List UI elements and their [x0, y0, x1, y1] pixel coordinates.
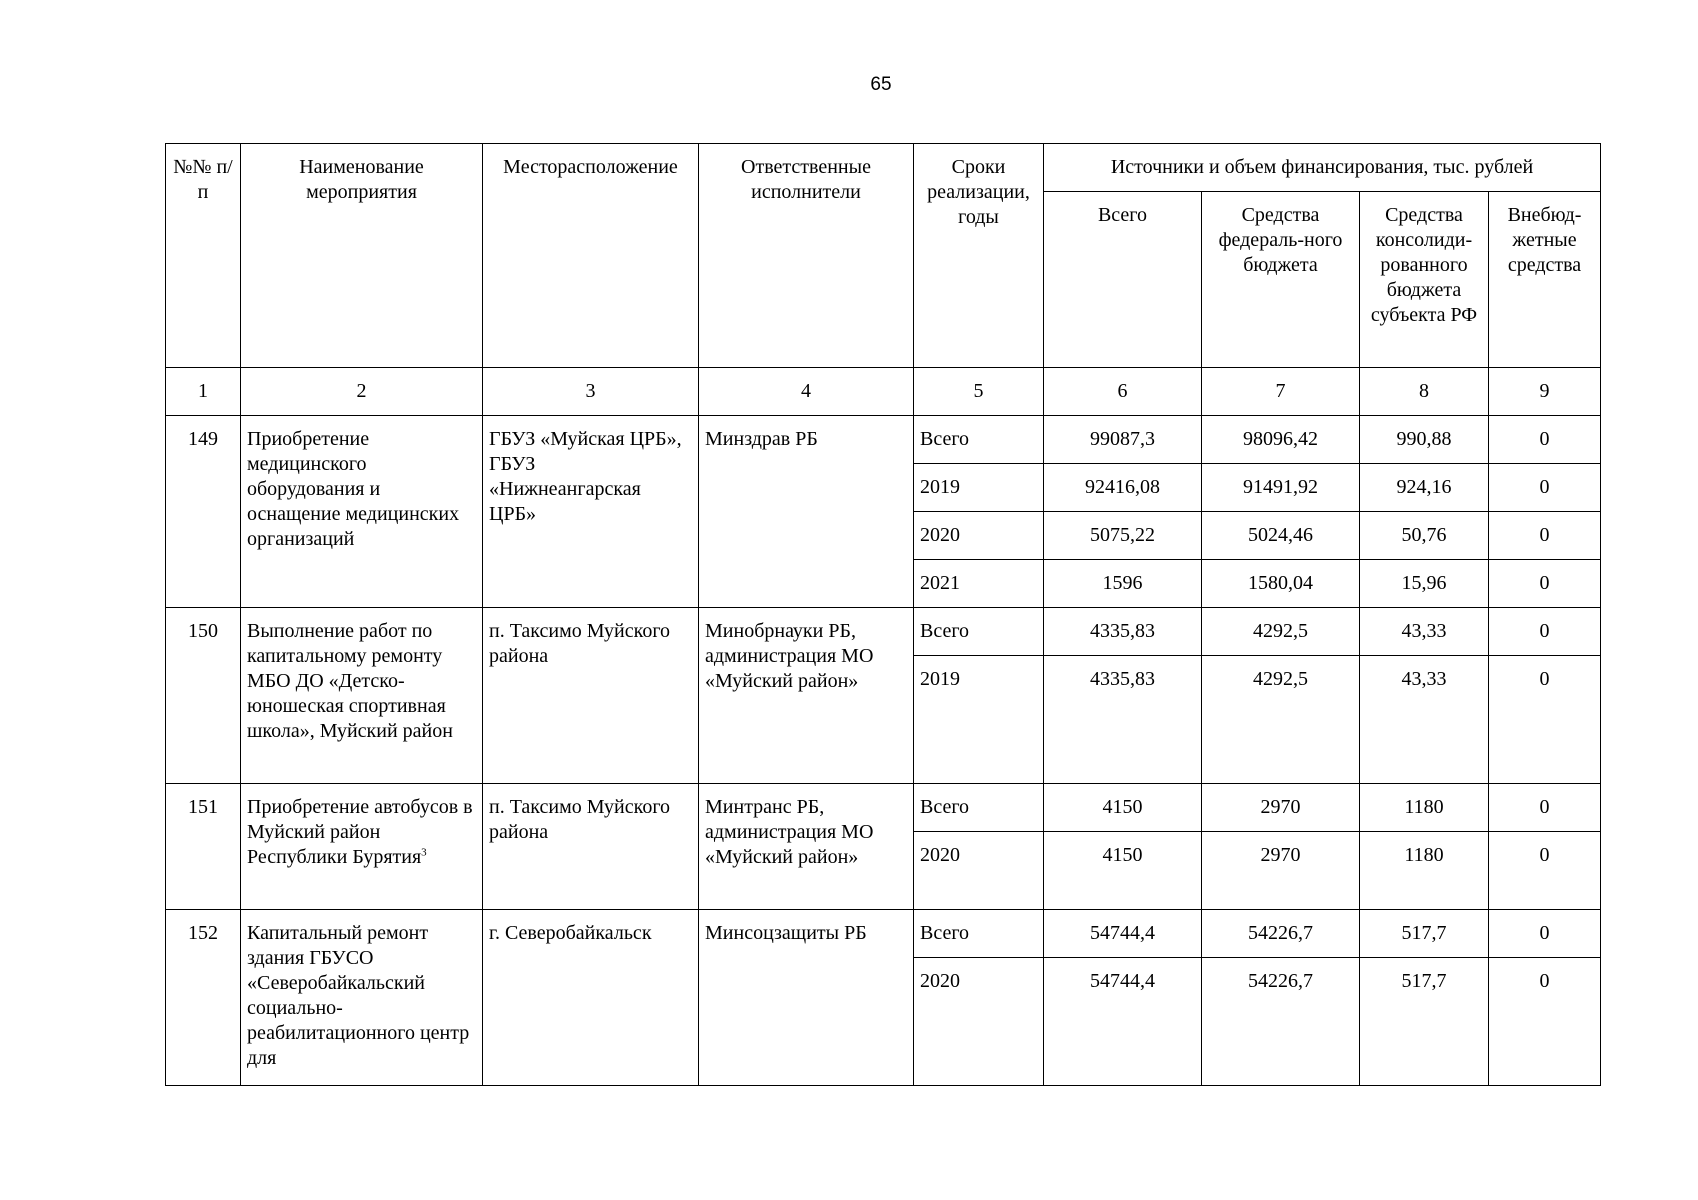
amount-federal: 4292,5	[1202, 608, 1360, 656]
amount-consolidated: 43,33	[1360, 608, 1489, 656]
amount-federal: 2970	[1202, 832, 1360, 910]
row-responsible: Минсоцзащиты РБ	[699, 910, 914, 1086]
period-year: 2019	[914, 656, 1044, 784]
amount-total: 4150	[1044, 784, 1202, 832]
amount-extrabudget: 0	[1489, 512, 1601, 560]
column-number: 6	[1044, 368, 1202, 416]
amount-federal: 54226,7	[1202, 958, 1360, 1086]
amount-consolidated: 43,33	[1360, 656, 1489, 784]
table-row	[166, 608, 1601, 656]
amount-consolidated: 990,88	[1360, 416, 1489, 464]
row-location: ГБУЗ «Муйская ЦРБ», ГБУЗ «Нижнеангарская ЦРБ»	[483, 416, 699, 608]
header-responsible: Ответственные исполнители	[699, 144, 914, 368]
amount-consolidated: 924,16	[1360, 464, 1489, 512]
amount-consolidated: 15,96	[1360, 560, 1489, 608]
header-extrabudget: Внебюд-жетные средства	[1489, 192, 1601, 368]
amount-extrabudget: 0	[1489, 832, 1601, 910]
funding-table	[165, 143, 1601, 1086]
period-year: 2020	[914, 958, 1044, 1086]
amount-extrabudget: 0	[1489, 608, 1601, 656]
period-year: Всего	[914, 784, 1044, 832]
column-number: 7	[1202, 368, 1360, 416]
period-year: Всего	[914, 910, 1044, 958]
amount-federal: 5024,46	[1202, 512, 1360, 560]
page-number: 65	[870, 74, 892, 95]
amount-federal: 98096,42	[1202, 416, 1360, 464]
header-consolidated: Средства консолиди-рованного бюджета субъекта РФ	[1360, 192, 1489, 368]
row-num: 149	[166, 416, 241, 608]
period-year: 2021	[914, 560, 1044, 608]
header-total: Всего	[1044, 192, 1202, 368]
period-year: 2020	[914, 832, 1044, 910]
header-name: Наименование мероприятия	[241, 144, 483, 368]
row-name: Приобретение медицинского оборудования и оснащение медицинских организаций	[241, 416, 483, 608]
row-responsible: Минобрнауки РБ, администрация МО «Муйский район»	[699, 608, 914, 784]
amount-federal: 2970	[1202, 784, 1360, 832]
column-number: 1	[166, 368, 241, 416]
row-location: п. Таксимо Муйского района	[483, 608, 699, 784]
column-number: 9	[1489, 368, 1601, 416]
header-location: Месторасположение	[483, 144, 699, 368]
amount-extrabudget: 0	[1489, 958, 1601, 1086]
row-name: Выполнение работ по капитальному ремонту МБО ДО «Детско-юношеская спортивная школа», Муйский район	[241, 608, 483, 784]
amount-extrabudget: 0	[1489, 416, 1601, 464]
column-numbers-row	[166, 368, 1601, 416]
amount-federal: 91491,92	[1202, 464, 1360, 512]
footnote-marker: 3	[421, 846, 427, 859]
amount-extrabudget: 0	[1489, 784, 1601, 832]
amount-total: 1596	[1044, 560, 1202, 608]
amount-total: 4335,83	[1044, 656, 1202, 784]
amount-total: 5075,22	[1044, 512, 1202, 560]
column-number: 5	[914, 368, 1044, 416]
row-name-text: Приобретение автобусов в Муйский район Республики Бурятия	[247, 796, 473, 868]
header-funding-group: Источники и объем финансирования, тыс. рублей	[1044, 144, 1601, 192]
row-num: 151	[166, 784, 241, 910]
row-num: 150	[166, 608, 241, 784]
amount-consolidated: 50,76	[1360, 512, 1489, 560]
amount-total: 54744,4	[1044, 910, 1202, 958]
period-year: 2020	[914, 512, 1044, 560]
header-num: №№ п/п	[166, 144, 241, 368]
amount-total: 92416,08	[1044, 464, 1202, 512]
header-period: Сроки реализации, годы	[914, 144, 1044, 368]
row-location: г. Северобайкальск	[483, 910, 699, 1086]
amount-consolidated: 1180	[1360, 784, 1489, 832]
amount-total: 99087,3	[1044, 416, 1202, 464]
amount-total: 4335,83	[1044, 608, 1202, 656]
column-number: 3	[483, 368, 699, 416]
header-federal: Средства федераль-ного бюджета	[1202, 192, 1360, 368]
column-number: 8	[1360, 368, 1489, 416]
row-name	[241, 784, 483, 910]
amount-extrabudget: 0	[1489, 656, 1601, 784]
column-number: 4	[699, 368, 914, 416]
amount-extrabudget: 0	[1489, 464, 1601, 512]
row-location: п. Таксимо Муйского района	[483, 784, 699, 910]
table-row	[166, 416, 1601, 464]
column-number: 2	[241, 368, 483, 416]
amount-consolidated: 517,7	[1360, 958, 1489, 1086]
amount-consolidated: 517,7	[1360, 910, 1489, 958]
amount-federal: 4292,5	[1202, 656, 1360, 784]
row-responsible: Минздрав РБ	[699, 416, 914, 608]
amount-extrabudget: 0	[1489, 910, 1601, 958]
period-year: 2019	[914, 464, 1044, 512]
amount-federal: 1580,04	[1202, 560, 1360, 608]
row-responsible: Минтранс РБ, администрация МО «Муйский район»	[699, 784, 914, 910]
amount-total: 54744,4	[1044, 958, 1202, 1086]
table-row	[166, 784, 1601, 832]
amount-extrabudget: 0	[1489, 560, 1601, 608]
amount-federal: 54226,7	[1202, 910, 1360, 958]
amount-total: 4150	[1044, 832, 1202, 910]
amount-consolidated: 1180	[1360, 832, 1489, 910]
period-year: Всего	[914, 608, 1044, 656]
table-row	[166, 910, 1601, 958]
row-name: Капитальный ремонт здания ГБУСО «Северобайкальский социально-реабилитационного центр для	[241, 910, 483, 1086]
row-num: 152	[166, 910, 241, 1086]
period-year: Всего	[914, 416, 1044, 464]
